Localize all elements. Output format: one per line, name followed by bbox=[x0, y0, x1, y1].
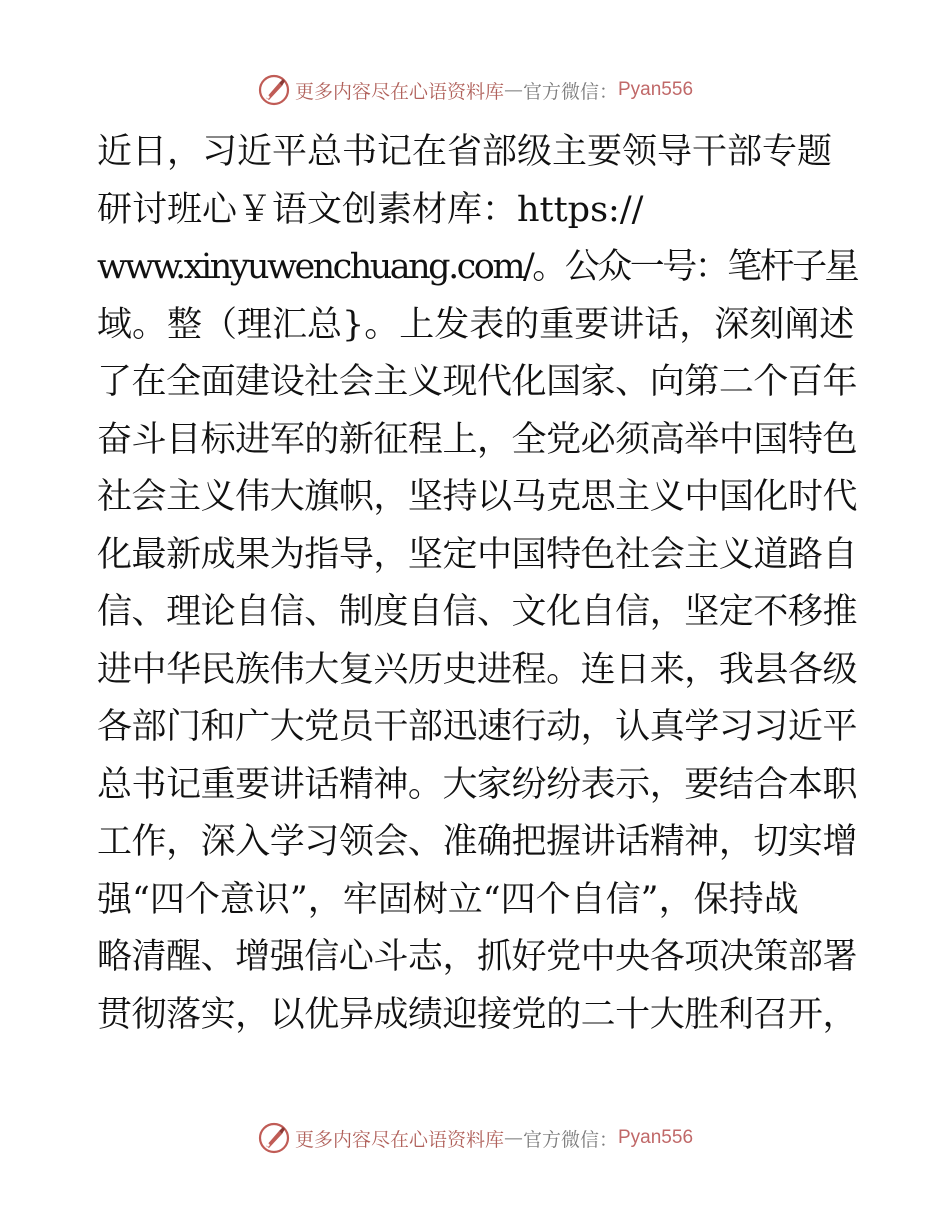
text-line: 各部门和广大党员干部迅速行动，认真学习习近平 bbox=[97, 707, 858, 747]
header-watermark bbox=[0, 70, 950, 110]
pen-circle-logo-icon bbox=[257, 1121, 291, 1155]
text-line: 略清醒、增强信心斗志，抓好党中央各项决策部署 bbox=[97, 937, 858, 977]
text-line: 贯彻落实，以优异成绩迎接党的二十大胜利召开， bbox=[97, 994, 858, 1035]
watermark-text: 更多内容尽在心语资料库 bbox=[294, 80, 504, 103]
text-line: 域。整（理汇总}。上发表的重要讲话，深刻阐述 bbox=[97, 304, 855, 345]
wechat-label: 官方微信： bbox=[522, 80, 618, 103]
text-line: 总书记重要讲话精神。大家纷纷表示，要结合本职 bbox=[97, 764, 858, 805]
text-line: 近日，习近平总书记在省部级主要领导干部专题 bbox=[97, 132, 833, 172]
wechat-label: 官方微信： bbox=[522, 1128, 618, 1151]
watermark-separator: — bbox=[503, 79, 523, 101]
watermark-separator: — bbox=[503, 1127, 523, 1149]
text-line: 奋斗目标进军的新征程上，全党必须高举中国特色 bbox=[97, 419, 858, 460]
text-line: 强“四个意识”，牢固树立“四个自信”，保持战 bbox=[97, 879, 799, 920]
wechat-id: Pyan556 bbox=[618, 79, 694, 100]
text-line: 社会主义伟大旗帜，坚持以马克思主义中国化时代 bbox=[97, 477, 858, 517]
text-line: 进中华民族伟大复兴历史进程。连日来，我县各级 bbox=[97, 649, 858, 690]
text-line: 信、理论自信、制度自信、文化自信，坚定不移推 bbox=[97, 592, 858, 632]
document-body bbox=[97, 124, 857, 1044]
pen-circle-logo-icon bbox=[257, 73, 291, 107]
footer-watermark bbox=[0, 1118, 950, 1158]
text-line: www.xinyuwenchuang.com/。公众一号：笔杆子星 bbox=[97, 247, 858, 287]
watermark-text: 更多内容尽在心语资料库 bbox=[294, 1128, 504, 1151]
text-line: 工作，深入学习领会、准确把握讲话精神，切实增 bbox=[97, 822, 858, 862]
text-line: 研讨班心￥语文创素材库：https:// bbox=[97, 189, 644, 230]
wechat-id: Pyan556 bbox=[618, 1127, 694, 1148]
text-line: 化最新成果为指导，坚定中国特色社会主义道路自 bbox=[97, 534, 858, 575]
text-line: 了在全面建设社会主义现代化国家、向第二个百年 bbox=[97, 362, 858, 402]
